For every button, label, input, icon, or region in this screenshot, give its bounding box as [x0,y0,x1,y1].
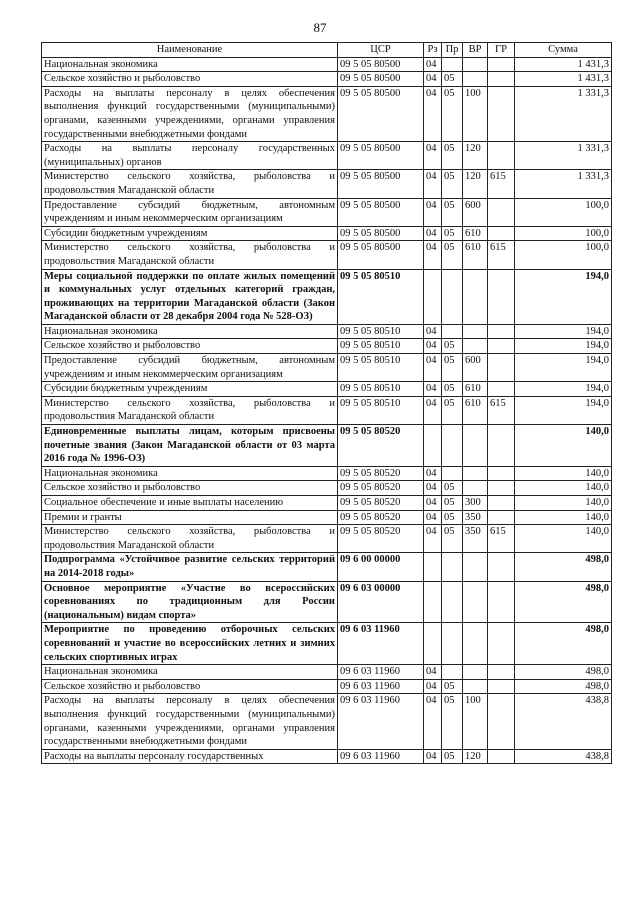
cell-sum: 140,0 [515,466,612,481]
cell-vr [463,665,488,680]
cell-sum: 100,0 [515,198,612,226]
cell-sum: 498,0 [515,581,612,623]
cell-sum: 1 331,3 [515,86,612,141]
cell-pr [442,57,463,72]
cell-sum: 1 431,3 [515,72,612,87]
cell-name: Предоставление субсидий бюджетным, автономным учреждениям и иным некоммерческим организациям [42,354,338,382]
cell-pr: 05 [442,679,463,694]
cell-rz: 04 [424,170,442,198]
cell-vr [463,72,488,87]
table-row [42,749,612,764]
cell-vr: 120 [463,170,488,198]
cell-vr [463,553,488,581]
cell-pr: 05 [442,396,463,424]
cell-csr: 09 6 03 11960 [338,694,424,749]
cell-csr: 09 5 05 80520 [338,425,424,467]
table-row [42,198,612,226]
cell-gr [488,142,515,170]
cell-gr [488,339,515,354]
cell-csr: 09 5 05 80510 [338,339,424,354]
cell-gr [488,749,515,764]
cell-rz: 04 [424,339,442,354]
table-row [42,241,612,269]
cell-gr [488,679,515,694]
cell-sum: 438,8 [515,749,612,764]
cell-vr: 100 [463,86,488,141]
cell-gr [488,269,515,324]
cell-gr: 615 [488,170,515,198]
cell-name: Расходы на выплаты персоналу государственных (муниципальных) органов [42,142,338,170]
table-row [42,339,612,354]
cell-sum: 194,0 [515,354,612,382]
cell-csr: 09 5 05 80500 [338,142,424,170]
cell-name: Сельское хозяйство и рыболовство [42,72,338,87]
cell-gr [488,425,515,467]
cell-csr: 09 5 05 80500 [338,86,424,141]
cell-gr: 615 [488,396,515,424]
cell-pr: 05 [442,170,463,198]
cell-rz: 04 [424,749,442,764]
cell-rz: 04 [424,694,442,749]
cell-sum: 140,0 [515,496,612,511]
cell-csr: 09 6 03 11960 [338,679,424,694]
cell-rz [424,623,442,665]
cell-csr: 09 6 00 00000 [338,553,424,581]
cell-rz: 04 [424,142,442,170]
cell-pr: 05 [442,339,463,354]
cell-gr [488,198,515,226]
table-row [42,525,612,553]
cell-vr [463,57,488,72]
cell-sum: 140,0 [515,425,612,467]
cell-rz: 04 [424,679,442,694]
cell-sum: 498,0 [515,553,612,581]
cell-name: Сельское хозяйство и рыболовство [42,679,338,694]
table-row [42,142,612,170]
cell-rz: 04 [424,86,442,141]
cell-name: Социальное обеспечение и иные выплаты населению [42,496,338,511]
cell-vr: 120 [463,749,488,764]
cell-csr: 09 6 03 11960 [338,623,424,665]
header-sum: Сумма [515,43,612,58]
cell-pr: 05 [442,226,463,241]
cell-rz: 04 [424,510,442,525]
cell-pr [442,324,463,339]
cell-pr [442,665,463,680]
header-rz: Рз [424,43,442,58]
cell-gr [488,57,515,72]
cell-sum: 194,0 [515,269,612,324]
cell-gr [488,86,515,141]
cell-csr: 09 5 05 80510 [338,324,424,339]
cell-gr [488,324,515,339]
cell-sum: 1 331,3 [515,142,612,170]
cell-rz: 04 [424,396,442,424]
cell-pr: 05 [442,481,463,496]
cell-vr: 350 [463,510,488,525]
cell-vr: 300 [463,496,488,511]
cell-csr: 09 6 03 11960 [338,749,424,764]
table-row [42,694,612,749]
cell-csr: 09 5 05 80500 [338,198,424,226]
cell-gr [488,481,515,496]
table-row [42,86,612,141]
cell-vr: 610 [463,226,488,241]
cell-vr: 600 [463,198,488,226]
cell-name: Министерство сельского хозяйства, рыболовства и продовольствия Магаданской области [42,525,338,553]
cell-csr: 09 5 05 80510 [338,269,424,324]
cell-vr [463,466,488,481]
cell-name: Министерство сельского хозяйства, рыболовства и продовольствия Магаданской области [42,170,338,198]
cell-name: Основное мероприятие «Участие во всероссийских соревнованиях по традиционным для России (национальным) видам спорта» [42,581,338,623]
table-row [42,269,612,324]
cell-gr [488,382,515,397]
cell-rz [424,581,442,623]
cell-csr: 09 5 05 80520 [338,510,424,525]
cell-csr: 09 5 05 80500 [338,72,424,87]
cell-vr [463,481,488,496]
cell-sum: 194,0 [515,324,612,339]
cell-vr [463,324,488,339]
cell-vr [463,339,488,354]
cell-gr [488,581,515,623]
cell-vr: 600 [463,354,488,382]
cell-csr: 09 5 05 80520 [338,466,424,481]
cell-pr: 05 [442,382,463,397]
cell-rz [424,553,442,581]
cell-sum: 100,0 [515,241,612,269]
cell-rz: 04 [424,525,442,553]
budget-table [41,42,612,764]
cell-csr: 09 5 05 80520 [338,481,424,496]
cell-name: Меры социальной поддержки по оплате жилых помещений и коммунальных услуг отдельных категорий граждан, проживающих на территории Магаданской области (Закон Магаданской области от 28 декабря 2004 года № 528-ОЗ) [42,269,338,324]
cell-rz: 04 [424,481,442,496]
cell-vr [463,581,488,623]
cell-name: Расходы на выплаты персоналу в целях обеспечения выполнения функций государственными (муниципальными) органами, казенными учреждениями, органами управления государственными внебюджетными фондами [42,86,338,141]
cell-pr: 05 [442,749,463,764]
cell-pr: 05 [442,694,463,749]
cell-sum: 140,0 [515,525,612,553]
cell-name: Расходы на выплаты персоналу государственных [42,749,338,764]
table-row [42,553,612,581]
table-row [42,382,612,397]
cell-vr [463,425,488,467]
header-row [42,43,612,58]
cell-rz: 04 [424,354,442,382]
cell-sum: 498,0 [515,665,612,680]
table-row [42,481,612,496]
cell-rz: 04 [424,324,442,339]
header-gr: ГР [488,43,515,58]
cell-sum: 100,0 [515,226,612,241]
cell-rz: 04 [424,241,442,269]
cell-name: Предоставление субсидий бюджетным, автономным учреждениям и иным некоммерческим организациям [42,198,338,226]
cell-pr [442,269,463,324]
cell-rz: 04 [424,496,442,511]
cell-name: Расходы на выплаты персоналу в целях обеспечения выполнения функций государственными (муниципальными) органами, казенными учреждениями, органами управления государственными внебюджетными фондами [42,694,338,749]
cell-vr: 350 [463,525,488,553]
cell-gr [488,354,515,382]
cell-pr [442,581,463,623]
cell-vr: 610 [463,396,488,424]
table-row [42,170,612,198]
cell-pr [442,466,463,481]
cell-gr [488,226,515,241]
table-row [42,72,612,87]
cell-sum: 194,0 [515,339,612,354]
cell-name: Субсидии бюджетным учреждениям [42,226,338,241]
cell-pr: 05 [442,72,463,87]
cell-csr: 09 5 05 80520 [338,496,424,511]
cell-pr: 05 [442,354,463,382]
cell-sum: 194,0 [515,382,612,397]
page-number: 87 [313,20,327,35]
table-row [42,425,612,467]
table-row [42,57,612,72]
cell-name: Национальная экономика [42,466,338,481]
cell-name: Мероприятие по проведению отборочных сельских соревнований и участие во всероссийских летних и зимних сельских спортивных играх [42,623,338,665]
cell-rz: 04 [424,57,442,72]
cell-gr [488,496,515,511]
cell-csr: 09 5 05 80500 [338,226,424,241]
cell-pr: 05 [442,510,463,525]
cell-sum: 194,0 [515,396,612,424]
table-row [42,623,612,665]
cell-name: Национальная экономика [42,665,338,680]
table-row [42,466,612,481]
table-row [42,679,612,694]
cell-gr [488,694,515,749]
cell-pr [442,553,463,581]
cell-rz [424,425,442,467]
cell-sum: 498,0 [515,623,612,665]
cell-sum: 438,8 [515,694,612,749]
cell-csr: 09 5 05 80500 [338,170,424,198]
cell-sum: 1 331,3 [515,170,612,198]
cell-gr [488,466,515,481]
cell-csr: 09 5 05 80500 [338,57,424,72]
cell-vr: 120 [463,142,488,170]
cell-pr: 05 [442,241,463,269]
cell-pr: 05 [442,198,463,226]
cell-pr [442,623,463,665]
cell-gr [488,665,515,680]
cell-pr: 05 [442,525,463,553]
cell-rz: 04 [424,198,442,226]
header-pr: Пр [442,43,463,58]
cell-rz: 04 [424,382,442,397]
cell-csr: 09 6 03 11960 [338,665,424,680]
table-row [42,581,612,623]
cell-name: Единовременные выплаты лицам, которым присвоены почетные звания (Закон Магаданской области от 03 марта 2016 года № 1996-ОЗ) [42,425,338,467]
table-row [42,324,612,339]
table-row [42,354,612,382]
table-row [42,665,612,680]
cell-sum: 1 431,3 [515,57,612,72]
cell-name: Министерство сельского хозяйства, рыболовства и продовольствия Магаданской области [42,396,338,424]
cell-name: Министерство сельского хозяйства, рыболовства и продовольствия Магаданской области [42,241,338,269]
cell-sum: 140,0 [515,481,612,496]
cell-name: Национальная экономика [42,324,338,339]
cell-sum: 140,0 [515,510,612,525]
cell-gr [488,510,515,525]
cell-vr: 100 [463,694,488,749]
cell-csr: 09 5 05 80520 [338,525,424,553]
cell-rz [424,269,442,324]
cell-pr: 05 [442,142,463,170]
cell-name: Сельское хозяйство и рыболовство [42,481,338,496]
table-row [42,496,612,511]
cell-vr [463,679,488,694]
table-row [42,396,612,424]
cell-csr: 09 5 05 80510 [338,354,424,382]
header-vr: ВР [463,43,488,58]
cell-name: Национальная экономика [42,57,338,72]
cell-gr: 615 [488,525,515,553]
cell-gr [488,72,515,87]
cell-csr: 09 5 05 80500 [338,241,424,269]
cell-name: Субсидии бюджетным учреждениям [42,382,338,397]
cell-csr: 09 5 05 80510 [338,396,424,424]
cell-csr: 09 6 03 00000 [338,581,424,623]
cell-name: Сельское хозяйство и рыболовство [42,339,338,354]
cell-pr [442,425,463,467]
cell-gr [488,623,515,665]
cell-name: Подпрограмма «Устойчивое развитие сельских территорий на 2014-2018 годы» [42,553,338,581]
cell-csr: 09 5 05 80510 [338,382,424,397]
cell-name: Премии и гранты [42,510,338,525]
cell-sum: 498,0 [515,679,612,694]
cell-rz: 04 [424,466,442,481]
cell-pr: 05 [442,86,463,141]
cell-rz: 04 [424,665,442,680]
cell-gr: 615 [488,241,515,269]
cell-gr [488,553,515,581]
cell-pr: 05 [442,496,463,511]
cell-vr: 610 [463,382,488,397]
table-row [42,226,612,241]
table-row [42,510,612,525]
cell-vr: 610 [463,241,488,269]
header-csr: ЦСР [338,43,424,58]
cell-rz: 04 [424,72,442,87]
cell-vr [463,623,488,665]
cell-vr [463,269,488,324]
cell-rz: 04 [424,226,442,241]
header-name: Наименование [42,43,338,58]
